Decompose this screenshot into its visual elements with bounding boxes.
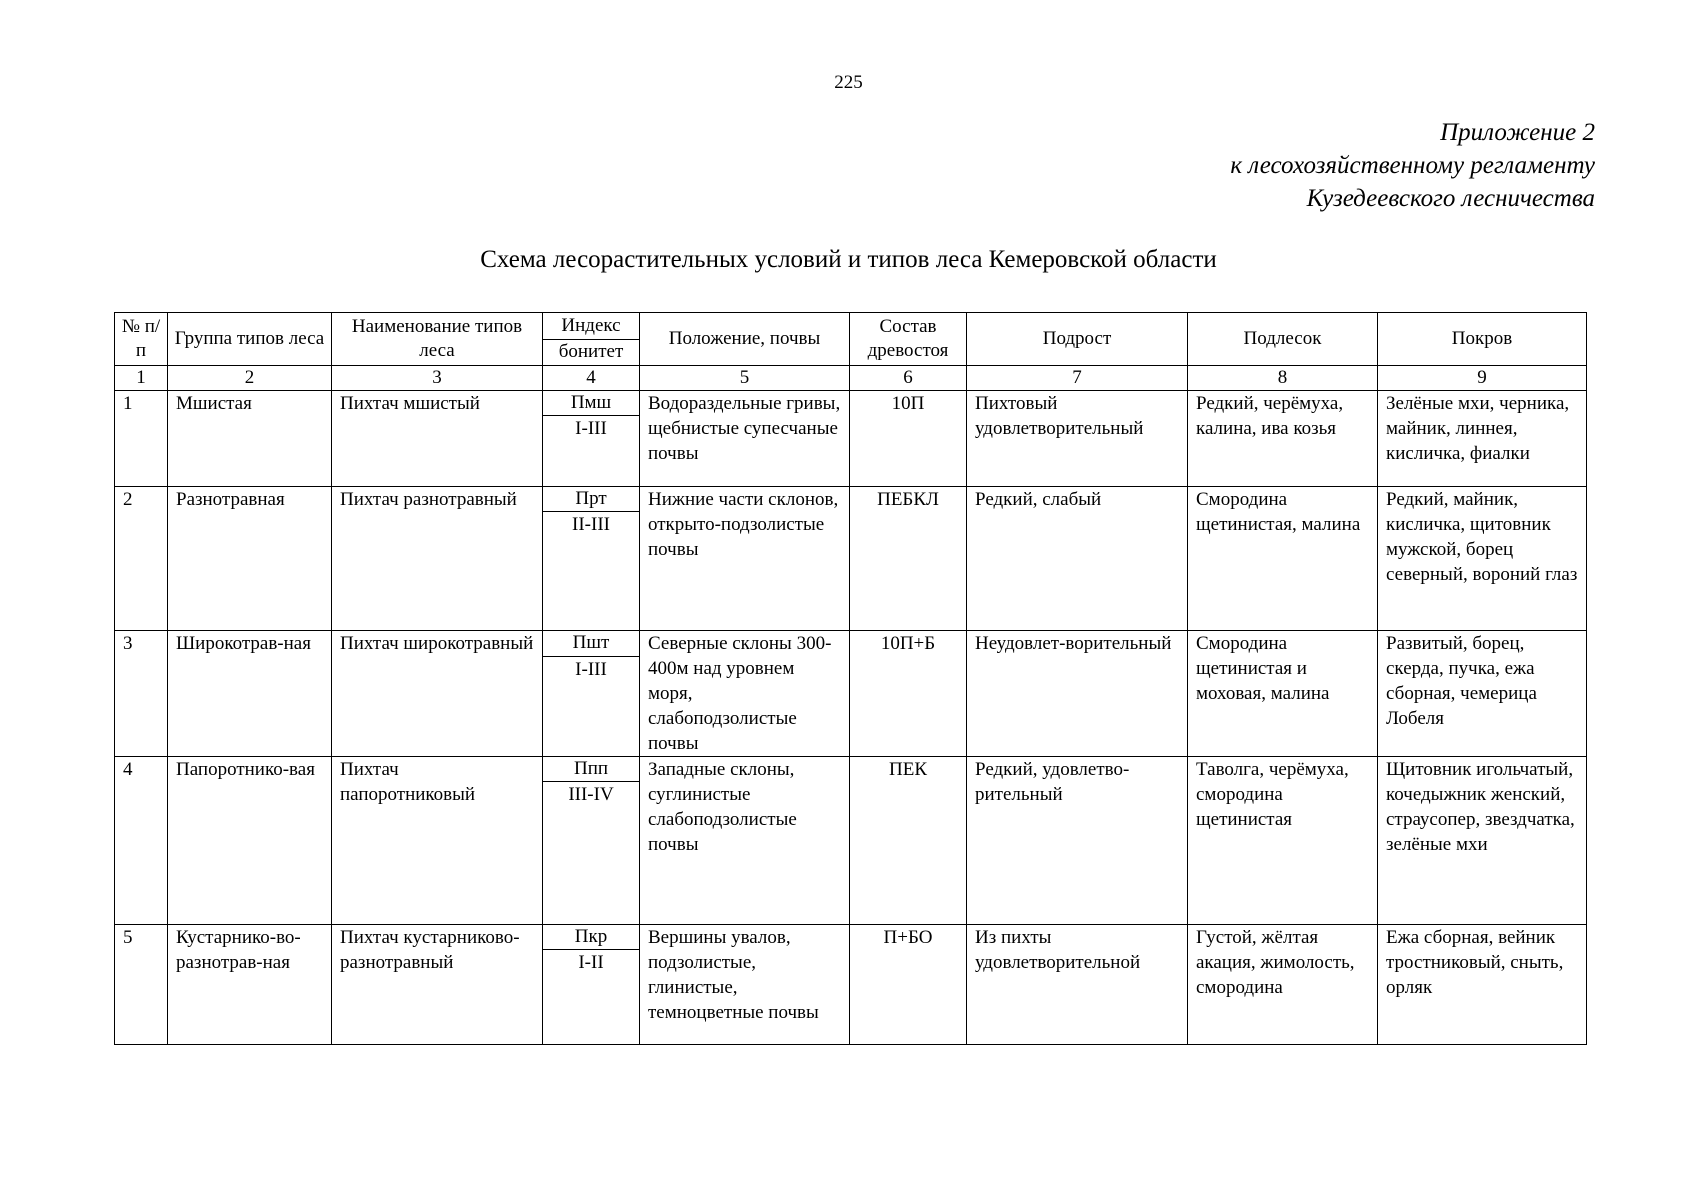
header-row <box>115 313 1587 340</box>
row-name: Пихтач кустарниково-разнотравный <box>332 925 543 1045</box>
row-group: Разнотравная <box>168 487 332 631</box>
row-underbrush: Смородина щетинистая и моховая, малина <box>1188 631 1378 757</box>
header-cover: Покров <box>1378 313 1587 366</box>
row-index: Прт <box>543 487 640 512</box>
row-composition: 10П <box>850 391 967 487</box>
row-num: 4 <box>115 757 168 925</box>
header-underbrush: Подлесок <box>1188 313 1378 366</box>
column-number: 6 <box>850 366 967 391</box>
row-name: Пихтач папоротниковый <box>332 757 543 925</box>
row-name: Пихтач широкотравный <box>332 631 543 757</box>
header-num: № п/п <box>115 313 168 366</box>
row-undergrowth: Редкий, удовлетво-рительный <box>967 757 1188 925</box>
row-num: 3 <box>115 631 168 757</box>
row-composition: 10П+Б <box>850 631 967 757</box>
row-position: Водораздельные гривы, щебнистые супесчаные почвы <box>640 391 850 487</box>
row-index: Пшт <box>543 631 640 657</box>
table-row <box>115 487 1587 512</box>
row-position: Вершины увалов, подзолистые, глинистые, темноцветные почвы <box>640 925 850 1045</box>
page-number: 225 <box>834 72 863 93</box>
row-group: Широкотрав-ная <box>168 631 332 757</box>
row-name: Пихтач разнотравный <box>332 487 543 631</box>
row-index: Пкр <box>543 925 640 950</box>
row-cover: Редкий, майник, кисличка, щитовник мужской, борец северный, вороний глаз <box>1378 487 1587 631</box>
header-name: Наименование типов леса <box>332 313 543 366</box>
column-number: 2 <box>168 366 332 391</box>
row-group: Кустарнико-во-разнотрав-ная <box>168 925 332 1045</box>
row-composition: ПЕБКЛ <box>850 487 967 631</box>
row-bonitet: II-III <box>543 512 640 631</box>
forest-types-table <box>114 312 1587 1045</box>
column-number: 1 <box>115 366 168 391</box>
row-undergrowth: Из пихты удовлетворительной <box>967 925 1188 1045</box>
table-row <box>115 757 1587 782</box>
document-title: Схема лесорастительных условий и типов леса Кемеровской области <box>480 246 1217 273</box>
row-undergrowth: Пихтовый удовлетворительный <box>967 391 1188 487</box>
row-bonitet: I-III <box>543 416 640 487</box>
appendix-line-2: к лесохозяйственному регламенту <box>1230 152 1595 179</box>
row-position: Западные склоны, суглинистые слабоподзолистые почвы <box>640 757 850 925</box>
header-composition: Состав древостоя <box>850 313 967 366</box>
row-undergrowth: Неудовлет-ворительный <box>967 631 1188 757</box>
row-cover: Развитый, борец, скерда, пучка, ежа сборная, чемерица Лобеля <box>1378 631 1587 757</box>
row-bonitet: I-III <box>543 657 640 757</box>
header-undergrowth: Подрост <box>967 313 1188 366</box>
row-composition: ПЕК <box>850 757 967 925</box>
row-bonitet: I-II <box>543 950 640 1045</box>
row-num: 1 <box>115 391 168 487</box>
row-position: Нижние части склонов, открыто-подзолистые почвы <box>640 487 850 631</box>
row-name: Пихтач мшистый <box>332 391 543 487</box>
header-position: Положение, почвы <box>640 313 850 366</box>
table-row <box>115 925 1587 950</box>
row-index: Ппп <box>543 757 640 782</box>
row-underbrush: Смородина щетинистая, малина <box>1188 487 1378 631</box>
column-number: 3 <box>332 366 543 391</box>
row-underbrush: Густой, жёлтая акация, жимолость, смородина <box>1188 925 1378 1045</box>
row-underbrush: Таволга, черёмуха, смородина щетинистая <box>1188 757 1378 925</box>
header-index: Индекс <box>543 313 640 340</box>
appendix-line-3: Кузедеевского лесничества <box>1306 185 1595 212</box>
row-bonitet: III-IV <box>543 782 640 925</box>
row-cover: Зелёные мхи, черника, майник, линнея, кисличка, фиалки <box>1378 391 1587 487</box>
column-number: 5 <box>640 366 850 391</box>
column-numbers-row <box>115 366 1587 391</box>
column-number: 7 <box>967 366 1188 391</box>
row-position: Северные склоны 300-400м над уровнем моря, слабоподзолистые почвы <box>640 631 850 757</box>
row-cover: Щитовник игольчатый, кочедыжник женский, страусопер, звездчатка, зелёные мхи <box>1378 757 1587 925</box>
column-number: 8 <box>1188 366 1378 391</box>
table-row <box>115 631 1587 657</box>
row-composition: П+БО <box>850 925 967 1045</box>
row-undergrowth: Редкий, слабый <box>967 487 1188 631</box>
row-num: 5 <box>115 925 168 1045</box>
header-group: Группа типов леса <box>168 313 332 366</box>
column-number: 4 <box>543 366 640 391</box>
column-number: 9 <box>1378 366 1587 391</box>
row-underbrush: Редкий, черёмуха, калина, ива козья <box>1188 391 1378 487</box>
header-bonitet: бонитет <box>543 339 640 366</box>
row-index: Пмш <box>543 391 640 416</box>
row-group: Мшистая <box>168 391 332 487</box>
table-row <box>115 391 1587 416</box>
appendix-note <box>1230 116 1595 215</box>
row-num: 2 <box>115 487 168 631</box>
row-group: Папоротнико-вая <box>168 757 332 925</box>
appendix-line-1: Приложение 2 <box>1440 119 1595 146</box>
row-cover: Ежа сборная, вейник тростниковый, сныть, орляк <box>1378 925 1587 1045</box>
